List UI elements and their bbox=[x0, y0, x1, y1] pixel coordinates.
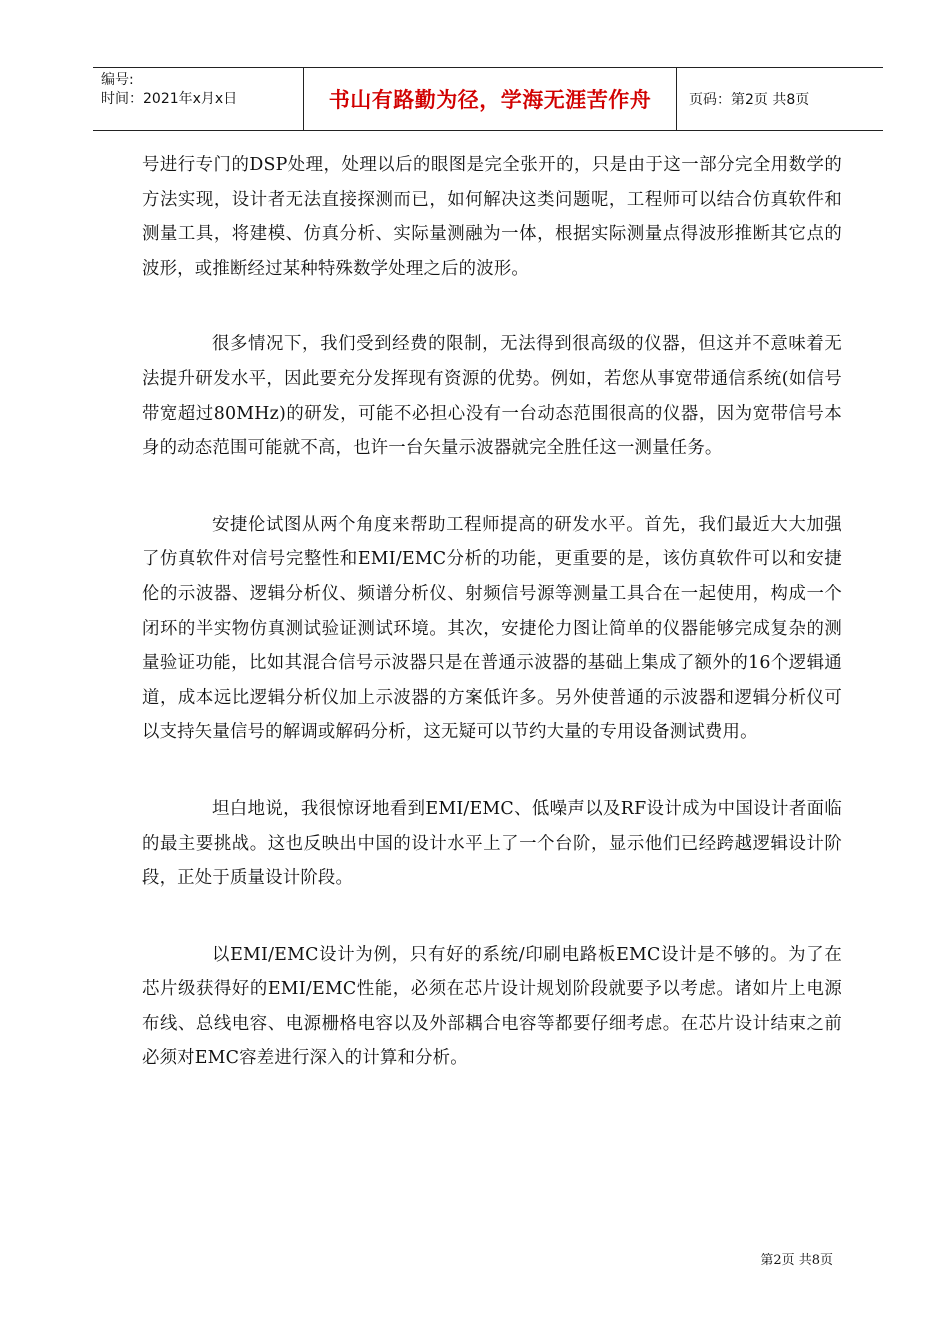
header-meta-cell bbox=[93, 68, 304, 130]
page-header bbox=[93, 67, 883, 131]
footer-page-number: 第2页 共8页 bbox=[760, 1253, 833, 1268]
paragraph-continuation: 号进行专门的DSP处理，处理以后的眼图是完全张开的，只是由于这一部分完全用数学的方法实现，设计者无法直接探测而已，如何解决这类问题呢，工程师可以结合仿真软件和测量工具，将建模、仿真分析、实际量测融为一体，根据实际测量点得波形推断其它点的波形，或推断经过某种特殊数学处理之后的波形。 bbox=[142, 155, 842, 279]
paragraph: 坦白地说，我很惊讶地看到EMI/EMC、低噪声以及RF设计成为中国设计者面临的最主要挑战。这也反映出中国的设计水平上了一个台阶，显示他们已经跨越逻辑设计阶段，正处于质量设计阶段。 bbox=[142, 798, 842, 889]
paragraph: 以EMI/EMC设计为例，只有好的系统/印刷电路板EMC设计是不够的。为了在芯片级获得好的EMI/EMC性能，必须在芯片设计规划阶段就要予以考虑。诸如片上电源布线、总线电容、电源栅格电容以及外部耦合电容等都要仔细考虑。在芯片设计结束之前必须对EMC容差进行深入的计算和分析。 bbox=[142, 944, 842, 1069]
header-motto: 书山有路勤为径，学海无涯苦作舟 bbox=[328, 88, 652, 112]
paragraph: 安捷伦试图从两个角度来帮助工程师提高的研发水平。首先，我们最近大大加强了仿真软件对信号完整性和EMI/EMC分析的功能，更重要的是，该仿真软件可以和安捷伦的示波器、逻辑分析仪、频谱分析仪、射频信号源等测量工具合在一起使用，构成一个闭环的半实物仿真测试验证测试环境。其次，安捷伦力图让简单的仪器能够完成复杂的测量验证功能，比如其混合信号示波器只是在普通示波器的基础上集成了额外的16个逻辑通道，成本远比逻辑分析仪加上示波器的方案低许多。另外使普通的示波器和逻辑分析仪可以支持矢量信号的解调或解码分析，这无疑可以节约大量的专用设备测试费用。 bbox=[142, 514, 842, 743]
page-footer bbox=[760, 1249, 833, 1268]
document-time-label: 时间：2021年x月x日 bbox=[101, 91, 238, 107]
header-page-number: 页码：第2页 共8页 bbox=[689, 92, 810, 108]
paragraph: 很多情况下，我们受到经费的限制，无法得到很高级的仪器，但这并不意味着无法提升研发水平，因此要充分发挥现有资源的优势。例如，若您从事宽带通信系统(如信号带宽超过80MHz)的研发，可能不必担心没有一台动态范围很高的仪器，因为宽带信号本身的动态范围可能就不高，也许一台矢量示波器就完全胜任这一测量任务。 bbox=[142, 334, 842, 459]
header-motto-cell bbox=[304, 68, 677, 130]
header-page-cell bbox=[677, 68, 883, 130]
document-number-label: 编号: bbox=[101, 72, 134, 88]
document-body bbox=[142, 148, 842, 1076]
